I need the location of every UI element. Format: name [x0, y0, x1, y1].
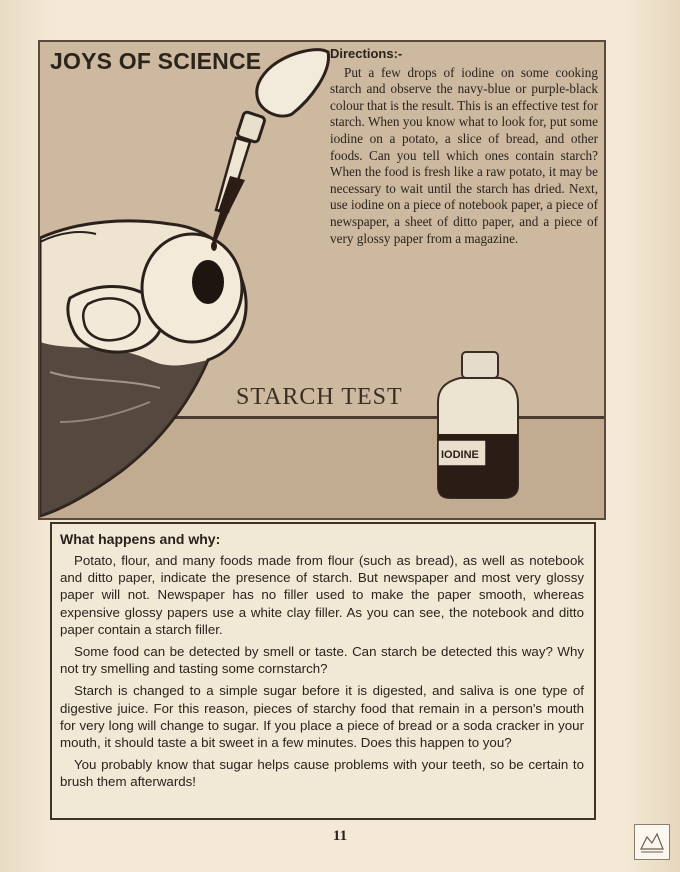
iodine-spot [192, 260, 224, 304]
explanation-paragraph: Some food can be detected by smell or taste. Can starch be detected this way? Why not try smelling and tasting some cornstarch? [60, 644, 584, 677]
iodine-bottle [438, 352, 518, 498]
bottle-label: IODINE [441, 449, 479, 461]
page-number: 11 [332, 828, 348, 844]
watermark-icon [635, 825, 669, 859]
directions-text: Put a few drops of iodine on some cooking starch and observe the navy-blue or purple-black colour that is the result. This is an effective test for starch. When you know what to look for, put some iodine on a potato, a slice of bread, and other foods. Can you tell which ones contain starch? When the food is fresh like a raw potato, it may be necessary to wait until the starch has dried. Next, use iodine on a piece of notebook paper, a piece of newspaper, a sheet of ditto paper, and a piece of very glossy paper from a magazine. [330, 64, 598, 246]
hand-with-potato [40, 221, 246, 516]
explanation-paragraph: Starch is changed to a simple sugar before it is digested, and saliva is one type of digestive juice. For this reason, pieces of starchy food that remain in a person's mouth for very long will change to sugar. If you place a piece of bread or a soda cracker in your mouth, it should taste a bit sweet in a few minutes. Does this happen to you? [60, 683, 584, 751]
page-title: JOYS OF SCIENCE [50, 48, 262, 74]
explanation-heading: What happens and why: [60, 531, 221, 547]
directions-label: Directions:- [330, 46, 403, 61]
explanation-paragraph: Potato, flour, and many foods made from flour (such as bread), as well as notebook and ditto paper, indicate the presence of starch. But newspaper and most very glossy paper will not. Newspaper has no filler used to make the paper smooth, whereas expensive glossy papers use a white clay filler. As you can see, the notebook and ditto paper contain a starch filler. [60, 553, 584, 637]
watermark-logo [634, 824, 670, 860]
explanation-paragraph: You probably know that sugar helps cause problems with your teeth, so be certain to brush them afterwards! [60, 757, 584, 790]
directions-section [330, 46, 598, 247]
explanation-box [50, 522, 596, 820]
illustration-caption: STARCH TEST [236, 384, 403, 410]
dropper [211, 50, 328, 251]
illustration-panel [38, 40, 606, 520]
